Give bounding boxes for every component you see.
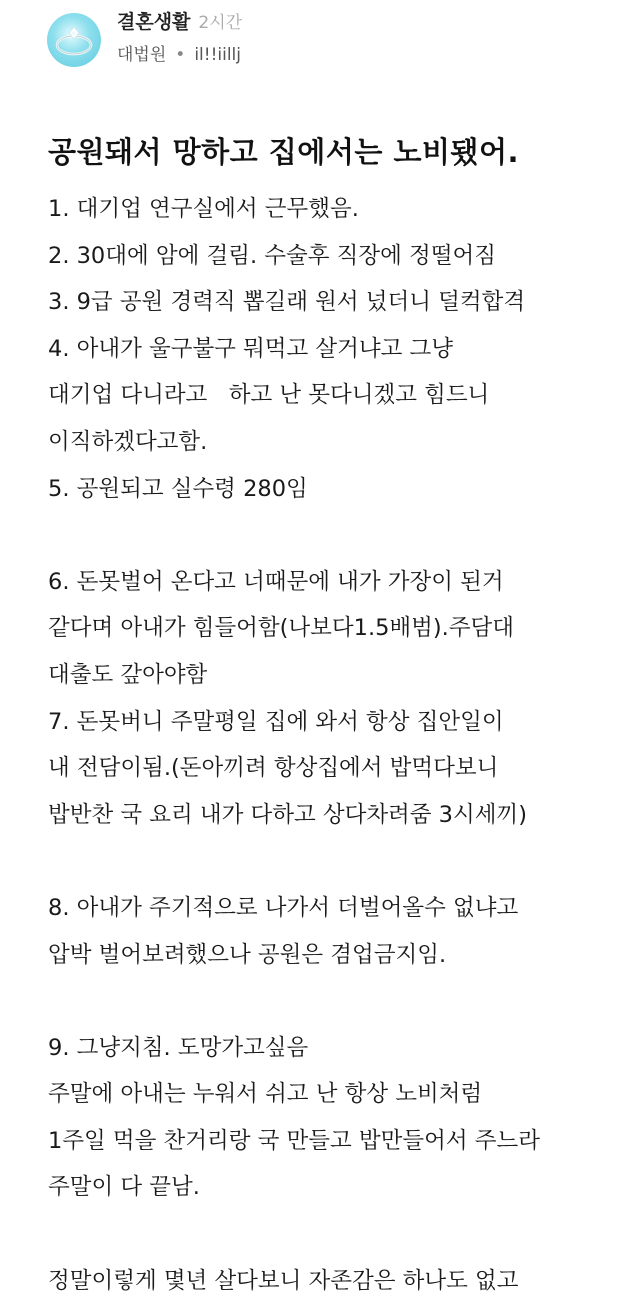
body-line: 5. 공원되고 실수령 280임 <box>48 475 308 502</box>
post-body <box>48 186 628 1304</box>
body-line: 이직하겠다고함. <box>48 428 208 455</box>
post-header <box>0 0 640 80</box>
body-line: 압박 벌어보려했으나 공원은 겸업금지임. <box>48 941 447 968</box>
body-line: 정말이렇게 몇년 살다보니 자존감은 하나도 없고 <box>48 1267 519 1294</box>
body-line: 9. 그냥지침. 도망가고싶음 <box>48 1034 309 1061</box>
body-line: 밥반찬 국 요리 내가 다하고 상다차려줌 3시세끼) <box>48 801 527 828</box>
author-info <box>117 42 241 68</box>
body-line: 대기업 다니라고 하고 난 못다니겠고 힘드니 <box>48 382 490 409</box>
body-line: 1. 대기업 연구실에서 근무했음. <box>48 196 359 222</box>
body-line <box>48 1211 628 1258</box>
body-line: 같다며 아내가 힘들어함(나보다1.5배범).주담대 <box>48 615 515 642</box>
body-line: 3. 9급 공원 경력직 뽑길래 원서 넜더니 덜컥합격 <box>48 289 526 316</box>
body-line: 1주일 먹을 찬거리랑 국 만들고 밥만들어서 주느라 <box>48 1127 540 1154</box>
body-line <box>48 838 628 885</box>
channel-avatar[interactable] <box>47 13 101 67</box>
body-line: 주말이 다 끝남. <box>48 1174 200 1201</box>
body-line: 대출도 갚아야함 <box>48 661 208 688</box>
post-time: 2시간 <box>198 13 243 33</box>
post-meta-top <box>117 9 242 35</box>
author-nickname[interactable]: il!!iillj <box>194 45 242 65</box>
post-title: 공원돼서 망하고 집에서는 노비됐어. <box>48 135 520 169</box>
body-line: 내 전담이됨.(돈아끼려 항상집에서 밥먹다보니 <box>48 755 499 782</box>
author-company: 대법원 <box>117 45 167 65</box>
body-line: 2. 30대에 암에 걸림. 수술후 직장에 정떨어짐 <box>48 242 496 269</box>
ring-photo-avatar-icon <box>47 13 101 67</box>
body-line: 4. 아내가 울구불구 뭐먹고 살거냐고 그냥 <box>48 335 453 362</box>
body-line: 주말에 아내는 누워서 쉬고 난 항상 노비처럼 <box>48 1081 483 1108</box>
channel-name[interactable]: 결혼생활 <box>117 11 191 33</box>
body-line: 7. 돈못버니 주말평일 집에 와서 항상 집안일이 <box>48 708 504 735</box>
body-line: 8. 아내가 주기적으로 나가서 더벌어올수 없냐고 <box>48 894 519 921</box>
body-line: 6. 돈못벌어 온다고 너때문에 내가 가장이 된거 <box>48 568 504 595</box>
body-line <box>48 512 628 559</box>
separator-dot: • <box>175 45 186 65</box>
body-line <box>48 978 628 1025</box>
